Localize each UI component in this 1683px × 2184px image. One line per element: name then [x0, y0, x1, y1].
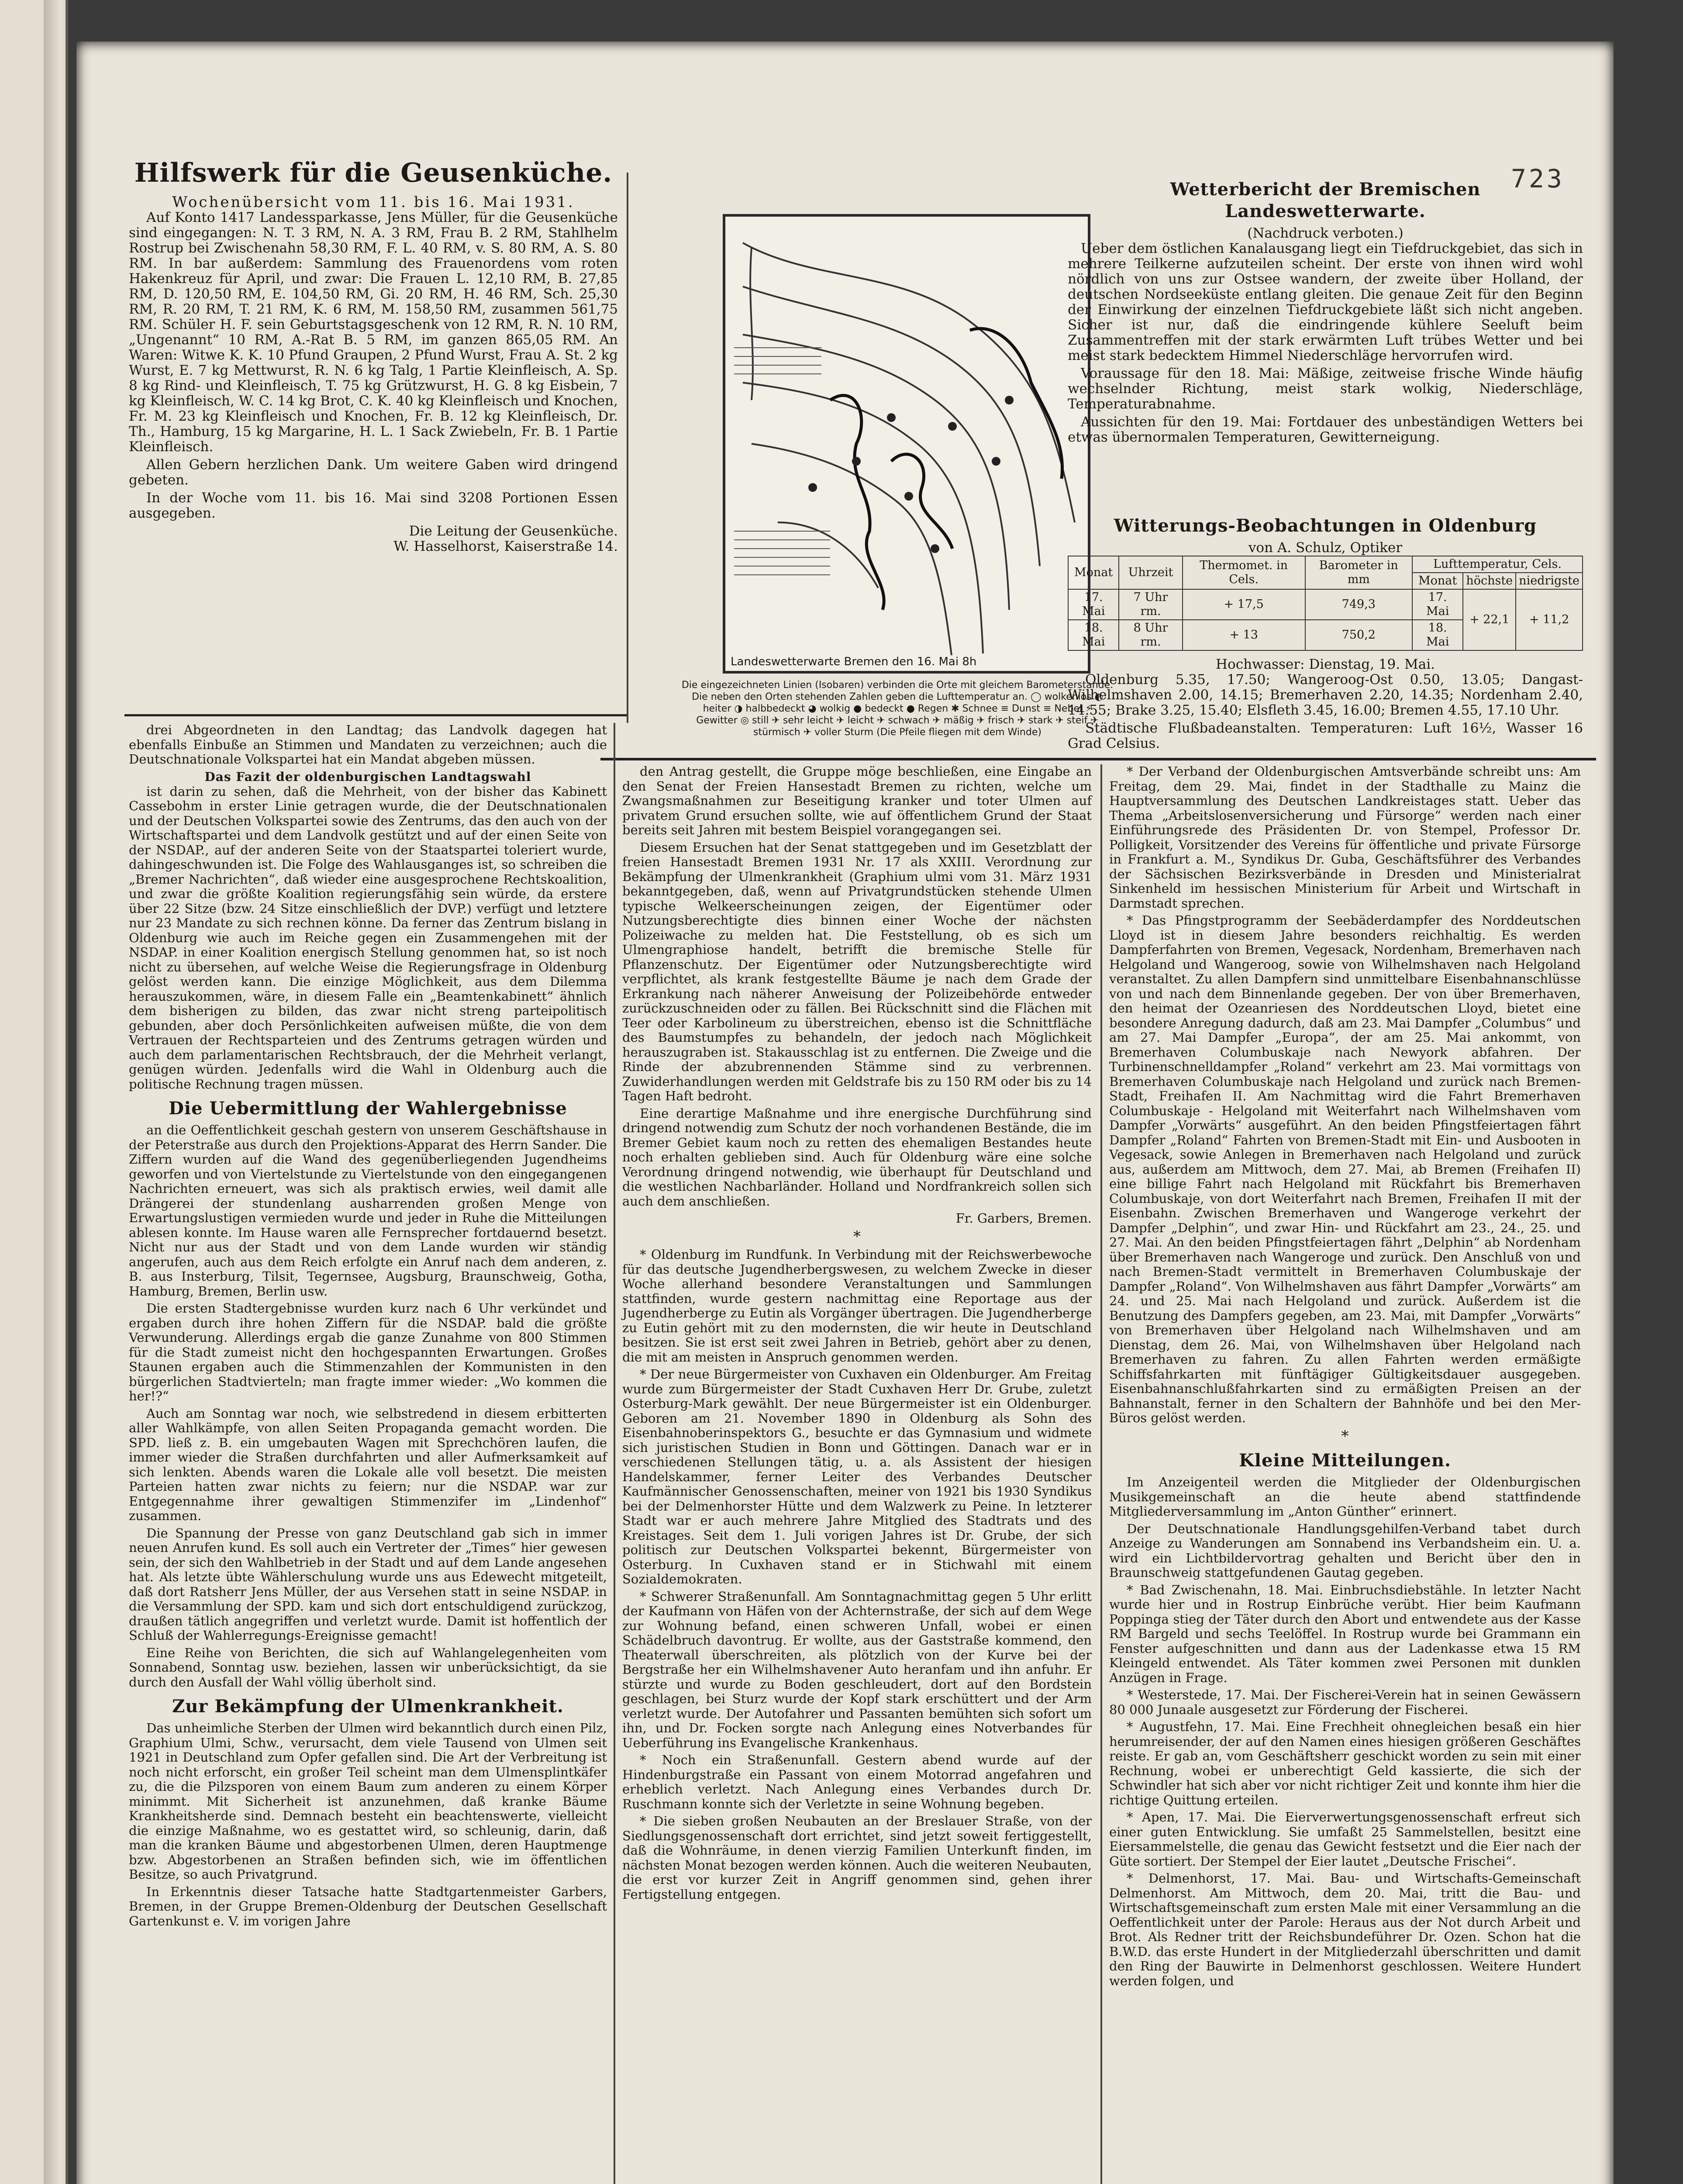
- table-cell: 749,3: [1305, 589, 1412, 620]
- table-cell: + 22,1: [1463, 589, 1516, 650]
- paragraph: * Der Verband der Oldenburgischen Amtsverbände schreibt uns: Am Freitag, dem 29. Mai, findet in der Stadthalle zu Mainz die Hauptversammlung des Deutschen Landkreistages statt. Ueber das Thema „Arbeitslosenversicherung und Fürsorge“ werden nach einer Einführungsrede des Präsidenten Dr. von Stempel, Professor Dr. Polligkeit, Vorsitzender des Vereins für öffentliche und private Fürsorge in Frankfurt a. M., Syndikus Dr. Guba, Geschäftsführer des Verbandes der Sächsischen Bezirksverbände in Dresden und Ministerialrat Sinkenheld im hessischen Ministerium für Arbeit und Wirtschaft in Darmstadt sprechen.: [1109, 764, 1581, 911]
- table-cell: 750,2: [1305, 620, 1412, 650]
- section-heading: Zur Bekämpfung der Ulmenkrankheit.: [172, 1696, 564, 1717]
- th-uhrzeit: Uhrzeit: [1119, 556, 1182, 589]
- section-heading: Das Fazit der oldenburgischen Landtagswahl: [204, 769, 531, 784]
- th-monat: Monat: [1068, 556, 1119, 589]
- column-divider: [1100, 764, 1102, 2184]
- th-monat-2: Monat: [1412, 573, 1463, 589]
- hilfswerk-week: In der Woche vom 11. bis 16. Mai sind 3208 Portionen Essen ausgegeben.: [129, 490, 618, 521]
- paragraph: Diesem Ersuchen hat der Senat stattgegeben und im Gesetzblatt der freien Hansestadt Bremen 1931 Nr. 17 als XXIII. Verordnung zur Bekämpfung der Ulmenkrankheit (Graphium ulmi vom 31. März 1931 bekanntgegeben, daß, wenn auf Privatgrundstücken stehende Ulmen typische Welkeerscheinungen zeigen, der Eigentümer oder Nutzungsberechtigte dies binnen einer Woche der nächsten Polizeiwache zu melden hat. Die Feststellung, ob es sich um Ulmengraphiose handelt, betrifft die bremische Stelle für Pflanzenschutz. Der Eigentümer oder Nutzungsberechtigte wird verpflichtet, als krank festgestellte Bäume je nach dem Grade der Erkrankung nach näherer Anweisung der Polizeibehörde entweder zurückzuschneiden oder zu fällen. Bei Rückschnitt sind die Flächen mit Teer oder Karbolineum zu überstreichen, ebenso ist die Schnittfläche des Baumstumpfes zu behandeln, der jedoch nach Möglichkeit herauszugraben ist. Stakausschlag ist zu entfernen. Die Zweige und die Rinde der abzubrennenden Stämme sind zu verbrennen. Zuwiderhandlungen werden mit Geldstrafe bis zu 150 RM oder bis zu 14 Tagen Haft bedroht.: [622, 840, 1092, 1103]
- th-lufttemperatur: Lufttemperatur, Cels.: [1412, 556, 1583, 573]
- paragraph: In Erkenntnis dieser Tatsache hatte Stadtgartenmeister Garbers, Bremen, in der Gruppe Bremen-Oldenburg der Deutschen Gesellschaft Gartenkunst e. V. im vorigen Jahre: [129, 1884, 607, 1928]
- paragraph: ist darin zu sehen, daß die Mehrheit, von der bisher das Kabinett Cassebohm in erster Linie getragen wurde, die der Deutschnationalen und der Deutschen Volkspartei sowie des Zentrums, das den auch von der Wirtschaftspartei und dem Landvolk gestützt und auf der einen Seite von der NSDAP., auf der anderen Seite von der Staatspartei toleriert wurde, dahingeschwunden ist. Die Folge des Wahlausganges ist, so schreiben die „Bremer Nachrichten“, daß wieder eine ausgesprochene Rechtskoalition, und zwar die größte Koalition regierungsfähig sein würde, da erstere über 22 Sitze (bzw. 24 Sitze einschließlich der DVP.) verfügt und letztere nur 23 Mandate zu sich rechnen könne. Da ferner das Zentrum bislang in Oldenburg wie auch im Reiche gegen ein Zusammengehen mit der NSDAP. in einer Koalition energisch Stellung genommen hat, so ist noch nicht zu übersehen, auf welche Weise die Regierungsfrage in Oldenburg gelöst werden kann. Die einzige Möglichkeit, aus dem Dilemma herauszukommen, wäre, in diesem Falle ein „Beamtenkabinett“ ähnlich dem bisherigen zu bilden, das zwar nicht streng parteipolitisch gebunden, aber doch Persönlichkeiten aufweisen müßte, die von dem Vertrauen der Rechtsparteien und des Zentrums getragen würden und auch dem parlamentarischen Rechtsbrauch, der die Mehrheit verlangt, genügen würden. Jedenfalls wird die Wahl in Oldenburg auch die politische Rechnung tragen müssen.: [129, 784, 607, 1092]
- column-3: [1109, 764, 1581, 2184]
- newspaper-page: [76, 41, 1614, 2184]
- map-title: Landeswetterwarte Bremen den 16. Mai 8h: [729, 655, 978, 668]
- table-cell: 8 Uhr rm.: [1119, 620, 1182, 650]
- page-number: 723: [1511, 164, 1565, 194]
- paragraph: Die Spannung der Presse von ganz Deutschland gab sich in immer neuen Anrufen kund. Es soll auch ein Vertreter der „Times“ hier gewesen sein, der sich den Wahlbetrieb in der Stadt und auf dem Lande angesehen hat. Als letzte übte Wählerschulung wurde uns aus Edewecht mitgeteilt, daß dort Ratsherr Jens Müller, der aus Versehen statt in seine NSDAP. in die Versammlung der SPD. kam und sich dort entschuldigend zurückzog, draußen tätlich angegriffen und verletzt wurde. Damit ist hoffentlich der Schluß der Wahlerregungs-Ereignisse gemacht!: [129, 1525, 607, 1643]
- hilfswerk-body: Auf Konto 1417 Landessparkasse, Jens Müller, für die Geusenküche sind eingegangen: N. T. 3 RM, N. A. 3 RM, Frau B. 2 RM, Stahlhelm Rostrup bei Zwischenahn 58,30 RM, F. L. 40 RM, v. S. 80 RM, A. S. 80 RM. In bar außerdem: Sammlung des Frauenordens vom roten Hakenkreuz für April, und zwar: Die Frauen L. 12,10 RM, B. 27,85 RM, D. 120,50 RM, E. 104,50 RM, Gi. 20 RM, H. 46 RM, Sch. 25,30 RM, R. 20 RM, T. 21 RM, K. 6 RM, M. 158,50 RM, zusammen 561,75 RM. Schüler H. F. sein Geburtstagsgeschenk von 12 RM, R. N. 10 RM, „Ungenannt“ 10 RM, A.-Rat B. 5 RM, im ganzen 865,05 RM. An Waren: Witwe K. K. 10 Pfund Graupen, 2 Pfund Wurst, Frau A. St. 2 kg Wurst, E. 7 kg Mettwurst, R. N. 6 kg Talg, 1 Partie Kleinfleisch, A. Sp. 8 kg Rind- und Kleinfleisch, T. 75 kg Grützwurst, H. G. 8 kg Eisbein, 7 kg Kleinfleisch, W. C. 14 kg Brot, C. K. 40 kg Kleinfleisch und Knochen, Fr. M. 23 kg Kleinfleisch und Knochen, Fr. B. 12 kg Kleinfleisch, Dr. Th., Hamburg, 15 kg Margarine, H. L. 1 Sack Zwiebeln, Fr. B. 1 Partie Kleinfleisch.: [129, 210, 618, 455]
- hilfswerk-signature-1: Die Leitung der Geusenküche.: [409, 523, 618, 539]
- table-cell: 17. Mai: [1068, 589, 1119, 620]
- th-barometer: Barometer in mm: [1305, 556, 1412, 589]
- paragraph: Im Anzeigenteil werden die Mitglieder der Oldenburgischen Musikgemeinschaft an die heute abend stattfindende Mitgliederversammlung im „Anton Günther“ erinnert.: [1109, 1475, 1581, 1519]
- flussbad-temps: Städtische Flußbadeanstalten. Temperaturen: Luft 16½, Wasser 16 Grad Celsius.: [1068, 720, 1583, 751]
- paragraph: * Bad Zwischenahn, 18. Mai. Einbruchsdiebstähle. In letzter Nacht wurde hier und in Rostrup Einbrüche verübt. Hier beim Kaufmann Poppinga stieg der Täter durch den Abort und entwendete aus der Kasse RM Bargeld und sechs Teelöffel. In Rostrup wurde bei Grammann ein Fenster aufgeschnitten und dann aus der Ladenkasse etwa 15 RM Kleingeld entwendet. Als Täter kommen zwei Personen mit dunklen Anzügen in Frage.: [1109, 1582, 1581, 1685]
- table-cell: + 13: [1183, 620, 1305, 650]
- paragraph: Auch am Sonntag war noch, wie selbstredend in diesem erbitterten aller Wahlkämpfe, von allen Seiten Propaganda gemacht worden. Die SPD. ließ z. B. ein umgebauten Wagen mit Sprechchören laufen, die immer wieder die Straßen durchfahrten und aller Aufmerksamkeit auf sich lenkten. Abends waren die Lokale alle voll besetzt. Die meisten Parteien hatten zwar nichts zu feiern; nur die NSDAP. war zur Entgegennahme ihrer gewaltigen Stimmenzifer im „Lindenhof“ zusammen.: [129, 1406, 607, 1523]
- table-cell: 18. Mai: [1412, 620, 1463, 650]
- map-legend: Die eingezeichneten Linien (Isobaren) verbinden die Orte mit gleichem Barometerstande. Die neben den Orten stehenden Zahlen geben die Lufttemperatur an. ◯ wolkenlos ◐ heiter ◑ halbbedeckt ◕ wolkig ● bedeckt ● Regen ✱ Schnee ≡ Dunst ≡ Nebel ⚡ Gewitter ◎ still ✈ sehr leicht ✈ leicht ✈ schwach ✈ mäßig ✈ frisch ✈ stark ✈ steif ✈ stürmisch ✈ voller Sturm (Die Pfeile fliegen mit dem Winde): [681, 680, 1114, 738]
- hochwasser-heading: Hochwasser: Dienstag, 19. Mai.: [1216, 657, 1435, 672]
- paragraph: * Das Pfingstprogramm der Seebäderdampfer des Norddeutschen Lloyd ist in diesem Jahre besonders reichhaltig. Es werden Dampferfahrten von Bremen, Vegesack, Nordenham, Bremerhaven nach Helgoland und Wangeroog, sowie von Wilhelmshaven nach Helgoland veranstaltet. Zu allen Dampfern sind unmittelbare Eisenbahnanschlüsse von und nach dem Binnenlande gegeben. Der von über Bremerhaven, den heimat der Ozeanriesen des Norddeutschen Lloyd, bietet eine besondere Anregung dadurch, daß am 23. Mai Dampfer „Columbus“ und am 27. Mai Dampfer „Europa“, der am 25. Mai ankommt, von Bremerhaven Columbuskaje nach Newyork abfahren. Der Turbinenschnelldampfer „Roland“ verkehrt am 23. Mai vormittags von Bremerhaven Columbuskaje nach Helgoland und zurück nach Bremen-Stadt, Freihafen II. Am Nachmittag wird die Fahrt Bremerhaven Columbuskaje - Helgoland mit Weiterfahrt nach Wilhelmshaven vom Dampfer „Vorwärts“ ausgeführt. An den beiden Pfingstfeiertagen fährt Dampfer „Roland“ Fahrten von Bremen-Stadt mit Ein- und Ausbooten in Vegesack, sowie Anlegen in Bremerhaven nach Helgoland und zurück aus, außerdem am Mittwoch, dem 27. Mai, ab Bremen (Freihafen II) eine billige Fahrt nach Helgoland mit Rückfahrt bis Bremerhaven Columbuskaje, von dort Weiterfahrt nach Bremen, Freihafen II mit der Eisenbahn. Zwischen Bremerhaven und Wangeroge verkehrt der Dampfer „Delphin“, und zwar Hin- und Rückfahrt am 23., 24., 25. und 27. Mai. An den beiden Pfingstfeiertagen fährt „Delphin“ ab Nordenham über Bremerhaven nach Wangeroge und zurück. Den Anschluß von und nach Bremen-Stadt vermittelt in Bremerhaven Columbuskaje der Dampfer „Roland“. Von Wilhelmshaven aus fährt Dampfer „Vorwärts“ am 24. und 25. Mai nach Helgoland und zurück. Außerdem ist die Benutzung des Dampfers gegeben, am 23. Mai, mit Dampfer „Vorwärts“ von Bremerhaven über Helgoland nach Wilhelmshaven und am Dienstag, dem 26. Mai, von Wilhelmshaven über Helgoland nach Bremerhaven zu fahren. Zu allen Fahrten werden ermäßigte Schiffsfahrkarten mit fünftägiger Gültigkeitsdauer ausgegeben. Eisenbahnanschlußfahrkarten sind zu ermäßigten Preisen an der Bahnanstalt, ferner in den Schaltern der Bahnhöfe und bei den Mer-Büros gelöst werden.: [1109, 913, 1581, 1425]
- paragraph: * Augustfehn, 17. Mai. Eine Frechheit ohnegleichen besaß ein hier herumreisender, der auf den Namen eines hiesigen größeren Geschäftes reiste. Er gab an, vom Geschäftsherr geschickt worden zu sein mit einer Rechnung, wobei er unberechtigt Geld kassierte, die sich der Schwindler hat sich aber vor nicht richtiger Zeit und konnte ihm hier die richtige Quittung erteilen.: [1109, 1719, 1581, 1807]
- paragraph: Die ersten Stadtergebnisse wurden kurz nach 6 Uhr verkündet und ergaben durch ihre hohen Ziffern für die NSDAP. bald die größte Verwunderung. Allerdings ergab die ganze Zunahme von 800 Stimmen für die Stadt zumeist nicht den hochgespannten Erwartungen. Großes Staunen ergaben auch die Stimmenzahlen der Kommunisten in den bürgerlichen Stadtvierteln; man fragte immer wieder: „Wo kommen die her!?“: [129, 1301, 607, 1403]
- observations-title: Witterungs-Beobachtungen in Oldenburg: [1114, 515, 1537, 536]
- th-thermometer: Thermomet. in Cels.: [1183, 556, 1305, 589]
- signature: Fr. Garbers, Bremen.: [955, 1211, 1092, 1226]
- observations-byline: von A. Schulz, Optiker: [1248, 540, 1403, 556]
- th-hoechste: höchste: [1463, 573, 1516, 589]
- weather-report-title: Wetterbericht der Bremischen Landeswetterwarte.: [1170, 179, 1481, 221]
- weather-forecast-18: Voraussage für den 18. Mai: Mäßige, zeitweise frische Winde häufig wechselnder Richtung, meist stark wolkig, Niederschläge, Temperaturabnahme.: [1068, 366, 1583, 412]
- table-cell: 18. Mai: [1068, 620, 1119, 650]
- tide-times: Oldenburg 5.35, 17.50; Wangeroog-Ost 0.50, 13.05; Dangast-Wilhelmshaven 2.00, 14.15; Bremerhaven 2.20, 14.35; Nordenham 2.40, 14.55; Brake 3.25, 15.40; Elsfleth 3.45, 16.00; Bremen 4.55, 17.10 Uhr.: [1068, 672, 1583, 718]
- weather-report-note: (Nachdruck verboten.): [1247, 225, 1404, 241]
- paragraph: * Oldenburg im Rundfunk. In Verbindung mit der Reichswerbewoche für das deutsche Jugendherbergswesen, zu welchem Zwecke in dieser Woche allerhand besondere Veranstaltungen und Sammlungen stattfinden, wurde gestern nachmittag eine Reportage aus der Jugendherberge zu Eutin als Vorgänger übertragen. Die Jugendherberge zu Eutin gehört mit zu den modernsten, die wir heute in Deutschland besitzen. Sie ist erst seit zwei Jahren in Betrieb, gehört aber zu denen, die mit am meisten in Anspruch genommen werden.: [622, 1247, 1092, 1365]
- star-separator: *: [853, 1227, 861, 1245]
- section-heading: Kleine Mitteilungen.: [1239, 1450, 1451, 1471]
- paragraph: * Noch ein Straßenunfall. Gestern abend wurde auf der Hindenburgstraße ein Passant von einem Motorrad angefahren und erheblich verletzt. Nach Anlegung eines Verbandes durch Dr. Ruschmann konnte sich der Verletzte in seine Wohnung begeben.: [622, 1752, 1092, 1811]
- paragraph: * Apen, 17. Mai. Die Eierverwertungsgenossenschaft erfreut sich einer guten Entwicklung. Sie umfaßt 25 Sammelstellen, besitzt eine Eiersammelstelle, die genau das Gewicht festsetzt und die Eier nach der Güte sortiert. Der Stempel der Eier lautet „Deutsche Frischei“.: [1109, 1810, 1581, 1869]
- divider: [600, 758, 1596, 760]
- star-separator: *: [1341, 1427, 1349, 1445]
- paragraph: * Der neue Bürgermeister von Cuxhaven ein Oldenburger. Am Freitag wurde zum Bürgermeister der Stadt Cuxhaven Herr Dr. Grube, zuletzt Osterburg-Mark gewählt. Der neue Bürgermeister ist ein Oldenburger. Geboren am 21. November 1890 in Oldenburg als Sohn des Eisenbahnoberinspektors G., besuchte er das Gymnasium und widmete sich juristischen Studien in Bonn und Göttingen. Danach war er in verschiedenen Stellungen tätig, u. a. als Assistent der hiesigen Handelskammer, ferner Leiter des Verbandes Deutscher Kaufmännischer Genossenschaften, meiner von 1921 bis 1930 Syndikus bei der Delmenhorster Hütte und dem Walzwerk zu Peine. In letzterer Stadt war er auch mehrere Jahre Mitglied des Stadtrats und des Kreistages. Seit dem 1. Juli vorigen Jahres ist Dr. Grube, der sich politisch zur Deutschen Volkspartei bekennt, Bürgermeister von Osterburg. In Cuxhaven stand er in Stichwahl mit einem Sozialdemokraten.: [622, 1367, 1092, 1586]
- hilfswerk-signature-2: W. Hasselhorst, Kaiserstraße 14.: [393, 539, 618, 554]
- weather-observations: [1068, 509, 1583, 751]
- weather-forecast-19: Aussichten für den 19. Mai: Fortdauer des unbeständigen Wetters bei etwas übernormalen Temperaturen, Gewitterneigung.: [1068, 414, 1583, 445]
- paragraph: an die Oeffentlichkeit geschah gestern von unserem Geschäftshause in der Peterstraße aus durch den Projektions-Apparat des Herrn Sander. Die Ziffern wurden auf die Wand des gegenüberliegenden Jugendheims geworfen und von Viertelstunde zu Viertelstunde von den eingegangenen Nachrichten erneuert, was sich als praktisch erwies, weil damit alle Drängerei der stundenlang ausharrenden großen Menge von Erwartungslustigen vermieden wurde und jeder in Ruhe die Mitteilungen ablesen konnte. Im Hause waren alle Fernsprecher fortdauernd besetzt. Nicht nur aus der Stadt und von dem Lande wurden wir ständig angerufen, auch aus dem Reich erfolgte ein Anruf nach dem anderen, z. B. aus Insterburg, Tilsit, Tegernsee, Augsburg, Braunschweig, Gotha, Hamburg, Bremen, Berlin usw.: [129, 1123, 607, 1299]
- isobar-map-graphic: [725, 217, 1088, 671]
- paragraph: * Schwerer Straßenunfall. Am Sonntagnachmittag gegen 5 Uhr erlitt der Kaufmann von Häfen von der Achternstraße, der sich auf dem Wege zur Wohnung befand, einen schweren Unfall, wobei er einen Schädelbruch davontrug. Er wollte, aus der Gaststraße kommend, den Theaterwall überschreiten, als plötzlich von der Kurve bei der Bergstraße her ein Wilhelmshavener Auto heranfam und ihn anfuhr. Er stürzte und wurde zu Boden geschleudert, dort auf den Bordstein geschlagen, bei Sturz wurde der Kopf stark erschüttert und der Arm verletzt wurde. Der Autofahrer und Passanten bemühten sich sofort um ihn, und Dr. Focken sorgte nach Anlegung eines Notverbandes für Ueberführung ins Evangelische Krankenhaus.: [622, 1589, 1092, 1750]
- hilfswerk-title: Hilfswerk für die Geusenküche.: [134, 158, 613, 188]
- paragraph: * Die sieben großen Neubauten an der Breslauer Straße, von der Siedlungsgenossenschaft dort errichtet, sind jetzt soweit fertiggestellt, daß die Wohnräume, in denen vierzig Familien Unterkunft finden, im nächsten Monat bezogen werden können. Auch die weiteren Neubauten, die erst vor kurzer Zeit in Angriff genommen sind, gehen ihrer Fertigstellung entgegen.: [622, 1814, 1092, 1902]
- table-cell: + 17,5: [1183, 589, 1305, 620]
- table-cell: + 11,2: [1516, 589, 1583, 650]
- paragraph: drei Abgeordneten in den Landtag; das Landvolk dagegen hat ebenfalls Einbuße an Stimmen und Mandaten zu verzeichnen; auch die Deutschnationale Volkspartei hat ein Mandat abgeben müssen.: [129, 722, 607, 767]
- table-cell: 17. Mai: [1412, 589, 1463, 620]
- book-spine: [0, 0, 68, 2184]
- hilfswerk-subtitle: Wochenübersicht vom 11. bis 16. Mai 1931.: [172, 194, 575, 211]
- column-1: [129, 723, 607, 2184]
- paragraph: Eine Reihe von Berichten, die sich auf Wahlangelegenheiten vom Sonnabend, Sonntag usw. beziehen, lassen wir unberücksichtigt, da sie durch den Ausfall der Wahl völlig überholt sind.: [129, 1645, 607, 1690]
- column-divider: [614, 723, 615, 2184]
- paragraph: Eine derartige Maßnahme und ihre energische Durchführung sind dringend notwendig zum Schutz der noch vorhandenen Bestände, die im Bremer Gebiet kaum noch zu retten des ehemaligen Bestandes heute noch erhalten geblieben sind. Auch für Oldenburg wäre eine solche Verordnung dringend notwendig, wie überhaupt für Deutschland und die westlichen Nachbarländer. Holland und Nordfrankreich sollen sich auch dem anschließen.: [622, 1106, 1092, 1209]
- section-heading: Die Uebermittlung der Wahlergebnisse: [169, 1098, 567, 1119]
- divider: [124, 714, 627, 716]
- hilfswerk-thanks: Allen Gebern herzlichen Dank. Um weitere Gaben wird dringend gebeten.: [129, 457, 618, 488]
- paragraph: den Antrag gestellt, die Gruppe möge beschließen, eine Eingabe an den Senat der Freien Hansestadt Bremen zu richten, welche um Zwangsmaßnahmen zur Beseitigung kranker und toter Ulmen auf privatem Grund ersuchen sollte, wie auf öffentlichem Grund der Staat bereits seit Jahren mit bestem Beispiel vorangegangen sei.: [622, 764, 1092, 837]
- paragraph: Der Deutschnationale Handlungsgehilfen-Verband tabet durch Anzeige zu Wanderungen am Sonnabend ins Verbandsheim ein. U. a. wird ein Lichtbildervortrag gehalten und Bericht über den in Braunschweig stattgefundenen Gautag gegeben.: [1109, 1521, 1581, 1580]
- table-cell: 7 Uhr rm.: [1119, 589, 1182, 620]
- weather-report: [1068, 173, 1583, 513]
- paragraph: * Westerstede, 17. Mai. Der Fischerei-Verein hat in seinen Gewässern 80 000 Junaale ausgesetzt zur Förderung der Fischerei.: [1109, 1687, 1581, 1717]
- paragraph: Das unheimliche Sterben der Ulmen wird bekanntlich durch einen Pilz, Graphium Ulmi, Schw., verursacht, dem viele Tausend von Ulmen seit 1921 in Deutschland zum Opfer gefallen sind. Die Art der Verbreitung ist noch nicht erforscht, ein großer Teil scheint man dem Ulmensplintkäfer zu, die die Pilzsporen von einem Baum zum anderen zu einem Körper minimmt. Mit Sicherheit ist anzunehmen, daß kranke Bäume Krankheitsherde sind. Demnach besteht ein beachtenswerte, vielleicht die einzige Maßnahme, wo es gestattet wird, so schleunig, darin, daß man die kranken Bäume und abgestorbenen Ulmen, deren Hauptmenge bzw. Abgestorbenen an Straßen befinden sich, wie im öffentlichen Besitze, so auch Privatgrund.: [129, 1721, 607, 1882]
- hilfswerk-article: [129, 153, 618, 692]
- observations-table: [1068, 556, 1583, 651]
- column-divider: [627, 173, 628, 723]
- column-2: [622, 764, 1092, 2184]
- paragraph: * Delmenhorst, 17. Mai. Bau- und Wirtschafts-Gemeinschaft Delmenhorst. Am Mittwoch, dem 20. Mai, tritt die Bau- und Wirtschaftsgemeinschaft zum ersten Male mit einer Versammlung an die Oeffentlichkeit unter der Parole: Heraus aus der Not durch Arbeit und Brot. Als Redner tritt der Reichsbundeführer Dr. Ozen. Schon hat die B.W.D. das erste Hundert in der Mitgliederzahl überschritten und damit den Ring der Bauwirte in Delmenhorst geschlossen. Weitere Hundert werden folgen, und: [1109, 1871, 1581, 1988]
- table-row: [1068, 589, 1583, 620]
- weather-map: [723, 214, 1090, 674]
- th-niedrigste: niedrigste: [1516, 573, 1583, 589]
- weather-report-body: Ueber dem östlichen Kanalausgang liegt ein Tiefdruckgebiet, das sich in mehrere Teilkerne aufzuteilen scheint. Der erste von ihnen wird wohl nördlich von uns zur Ostsee wandern, der zweite über Holland, der deutschen Nordseeküste entlang gleiten. Die genaue Zeit für den Beginn der Einwirkung der einzelnen Tiefdruckgebiete läßt sich nicht angeben. Sicher ist nur, daß die eindringende kühlere Seeluft beim Zusammentreffen mit der stark erwärmten Luft trübes Wetter und bei meist stark bedecktem Himmel Niederschläge hervorrufen wird.: [1068, 241, 1583, 363]
